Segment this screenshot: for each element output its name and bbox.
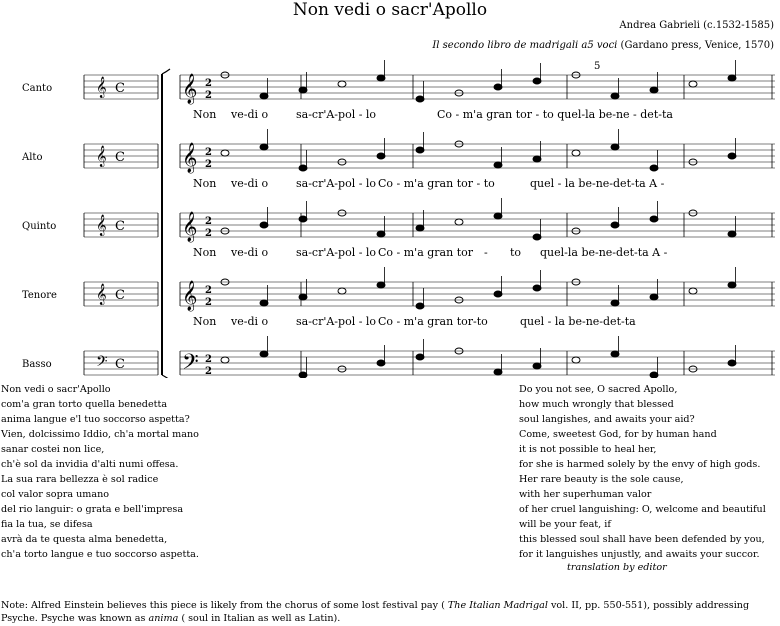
note-head	[611, 351, 619, 357]
note-head	[299, 216, 307, 222]
poem-line: of her cruel languishing: O, welcome and beautiful	[519, 504, 766, 515]
staff-name-tenore: Tenore	[22, 290, 57, 301]
time-signature-bottom: 2	[205, 228, 212, 239]
note-head	[221, 150, 229, 156]
note-head	[689, 81, 697, 87]
note-head	[377, 282, 385, 288]
note-head	[494, 291, 502, 297]
source-title: Il secondo libro de madrigali a5 voci	[432, 40, 618, 51]
poem-line: Non vedi o sacr'Apollo	[1, 384, 111, 395]
poem-line: ch'a torto langue e tuo soccorso aspetta.	[1, 549, 199, 560]
poem-line: Vien, dolcissimo Iddio, ch'a mortal mano	[1, 429, 199, 440]
note-head	[572, 357, 580, 363]
staff-name-basso: Basso	[22, 359, 52, 370]
lyric-syllables: ve-di o	[231, 177, 269, 190]
time-signature-top: 2	[205, 216, 212, 227]
note-head	[533, 156, 541, 162]
lyric-syllables: -	[484, 246, 488, 259]
staff-clef: 𝄞	[182, 74, 198, 104]
mensuration-sign: C	[115, 357, 125, 372]
note-head	[338, 288, 346, 294]
poem-line: for it languishes unjustly, and awaits your succor.	[519, 549, 760, 560]
note-head	[377, 153, 385, 159]
note-head	[533, 285, 541, 291]
note-head	[494, 162, 502, 168]
bracket-top-hook	[162, 69, 170, 74]
piece-title: Non vedi o sacr'Apollo	[292, 0, 488, 20]
note-head	[377, 231, 385, 237]
poem-line: Come, sweetest God, for by human hand	[519, 429, 717, 440]
note-text: Note: Alfred Einstein believes this piece is likely from the chorus of some lost festival pay (	[1, 600, 448, 611]
time-signature-bottom: 2	[205, 159, 212, 170]
note-head	[377, 360, 385, 366]
lyric-syllables: Co - m'a gran tor - to	[378, 177, 495, 190]
poem-line: will be your feat, if	[519, 519, 611, 530]
incipit-clef: 𝄢	[96, 353, 108, 374]
time-signature-bottom: 2	[205, 366, 212, 377]
time-signature-top: 2	[205, 78, 212, 89]
note-head	[611, 222, 619, 228]
note-text-cont: vol. II, pp. 550-551), possibly addressing Psyche. Psyche was known as	[1, 600, 750, 624]
lyric-syllables: Non	[193, 315, 217, 328]
poem-line: del rio languir: o grata e bell'impresa	[1, 504, 184, 515]
note-head	[611, 93, 619, 99]
note-head	[299, 372, 307, 378]
note-head	[416, 303, 424, 309]
poem-line: how much wrongly that blessed	[519, 399, 674, 410]
mensuration-sign: C	[115, 81, 125, 96]
note-head	[416, 147, 424, 153]
note-head	[494, 369, 502, 375]
incipit-clef: 𝄞	[96, 77, 107, 98]
note-head	[533, 234, 541, 240]
lyric-syllables: Co - m'a gran tor - to quel-la be-ne - det-ta	[437, 108, 673, 121]
note-head	[728, 75, 736, 81]
note-head	[416, 225, 424, 231]
note-head	[455, 219, 463, 225]
poem-line: for she is harmed solely by the envy of high gods.	[519, 459, 761, 470]
poem-line: com'a gran torto quella benedetta	[1, 399, 168, 410]
composer-credit: Andrea Gabrieli (c.1532-1585)	[619, 20, 774, 31]
note-head	[260, 351, 268, 357]
mensuration-sign: C	[115, 219, 125, 234]
note-term: anima	[148, 613, 179, 624]
staff-clef: 𝄞	[182, 143, 198, 173]
note-head	[728, 360, 736, 366]
note-head	[260, 222, 268, 228]
lyric-syllables: quel - la be-ne-det-ta	[520, 315, 636, 328]
note-head	[611, 300, 619, 306]
note-head	[260, 144, 268, 150]
incipit-clef: 𝄞	[96, 146, 107, 167]
lyric-syllables: quel-la be-ne-det-ta A -	[540, 246, 668, 259]
note-head	[650, 372, 658, 378]
source-publisher: (Gardano press, Venice, 1570)	[617, 40, 774, 51]
bracket-bottom-hook	[162, 375, 170, 378]
note-head	[299, 294, 307, 300]
lyric-syllables: sa-cr'A-pol - lo	[296, 246, 377, 259]
note-head	[338, 81, 346, 87]
poem-line: Her rare beauty is the sole cause,	[519, 474, 684, 485]
note-head	[689, 288, 697, 294]
lyric-syllables: ve-di o	[231, 315, 269, 328]
staff-clef: 𝄞	[182, 281, 198, 311]
poem-line: anima langue e'l tuo soccorso aspetta?	[1, 414, 190, 425]
note-head	[533, 78, 541, 84]
poem-line: Do you not see, O sacred Apollo,	[519, 384, 678, 395]
poem-line: this blessed soul shall have been defended by you,	[519, 534, 765, 545]
time-signature-bottom: 2	[205, 297, 212, 308]
staff-name-quinto: Quinto	[22, 221, 57, 232]
note-head	[260, 300, 268, 306]
poem-line: La sua rara bellezza è sol radice	[1, 474, 159, 485]
note-head	[650, 216, 658, 222]
note-head	[299, 87, 307, 93]
poem-line: sanar costei non lice,	[1, 444, 105, 455]
time-signature-top: 2	[205, 285, 212, 296]
note-head	[221, 357, 229, 363]
lyric-syllables: to	[510, 246, 522, 259]
translation-credit: translation by editor	[567, 562, 667, 573]
english-translation	[519, 382, 766, 562]
poem-line: soul langishes, and awaits your aid?	[519, 414, 695, 425]
staff-name-alto: Alto	[22, 152, 43, 163]
time-signature-top: 2	[205, 354, 212, 365]
editorial-note	[1, 599, 776, 625]
note-head	[650, 294, 658, 300]
lyric-syllables: Non	[193, 108, 217, 121]
staff-clef: 𝄢	[182, 350, 199, 378]
lyric-syllables: ve-di o	[231, 246, 269, 259]
lyric-syllables: ve-di o	[231, 108, 269, 121]
note-head	[728, 153, 736, 159]
time-signature-top: 2	[205, 147, 212, 158]
note-head	[416, 96, 424, 102]
lyric-syllables: Co - m'a gran tor	[378, 246, 473, 259]
note-text-end: ( soul in Italian as well as Latin).	[178, 613, 341, 624]
lyric-syllables: Co - m'a gran tor-to	[378, 315, 488, 328]
poem-line: col valor sopra umano	[1, 489, 110, 500]
note-head	[728, 231, 736, 237]
mensuration-sign: C	[115, 288, 125, 303]
note-head	[728, 282, 736, 288]
note-head	[260, 93, 268, 99]
source-credit	[432, 40, 774, 51]
mensuration-sign: C	[115, 150, 125, 165]
poem-line: avrà da te questa alma benedetta,	[1, 534, 168, 545]
note-head	[572, 150, 580, 156]
poem-line: fia la tua, se difesa	[1, 519, 93, 530]
incipit-clef: 𝄞	[96, 284, 107, 305]
poem-line: ch'è sol da invidia d'alti numi offesa.	[1, 459, 179, 470]
note-head	[611, 144, 619, 150]
italian-text	[1, 382, 199, 562]
lyric-syllables: sa-cr'A-pol - lo	[296, 315, 377, 328]
poem-line: it is not possible to heal her,	[519, 444, 657, 455]
note-head	[650, 87, 658, 93]
incipit-clef: 𝄞	[96, 215, 107, 236]
note-head	[494, 213, 502, 219]
musical-score	[0, 60, 780, 378]
lyric-syllables: quel - la be-ne-det-ta A -	[530, 177, 665, 190]
time-signature-bottom: 2	[205, 90, 212, 101]
lyric-syllables: Non	[193, 246, 217, 259]
note-head	[416, 354, 424, 360]
note-head	[533, 363, 541, 369]
lyric-syllables: sa-cr'A-pol - lo	[296, 108, 377, 121]
note-book-title: The Italian Madrigal	[447, 600, 548, 611]
note-head	[494, 84, 502, 90]
staff-clef: 𝄞	[182, 212, 198, 242]
note-head	[299, 165, 307, 171]
note-head	[377, 75, 385, 81]
note-head	[650, 165, 658, 171]
lyric-syllables: sa-cr'A-pol - lo	[296, 177, 377, 190]
measure-number: 5	[594, 61, 601, 72]
staff-name-canto: Canto	[22, 83, 53, 94]
lyric-syllables: Non	[193, 177, 217, 190]
poem-line: with her superhuman valor	[519, 489, 652, 500]
